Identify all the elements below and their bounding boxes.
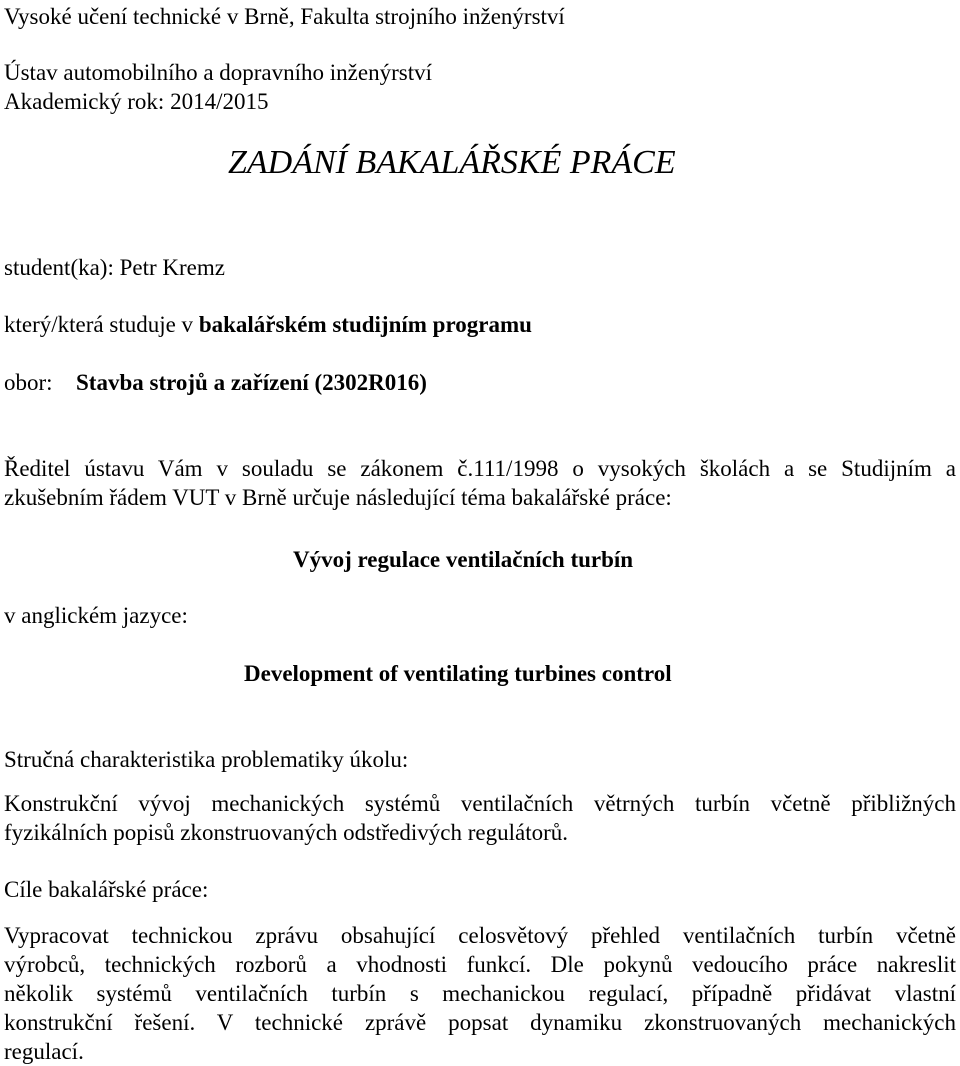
institute-line: Ústav automobilního a dopravního inženýrství (4, 60, 432, 85)
goals-heading: Cíle bakalářské práce: (4, 877, 209, 902)
student-label: student(ka): (4, 255, 120, 280)
characteristics-paragraph (4, 789, 956, 847)
academic-year-line: Akademický rok: 2014/2015 (4, 89, 269, 114)
topic-czech: Vývoj regulace ventilačních turbín (293, 547, 634, 572)
field-label: obor: (4, 370, 53, 395)
student-line (4, 253, 225, 282)
institution-line: Vysoké učení technické v Brně, Fakulta strojního inženýrství (4, 4, 565, 29)
topic-english: Development of ventilating turbines control (244, 661, 672, 686)
characteristics-heading: Stručná charakteristika problematiky úkolu: (4, 747, 409, 772)
directive-line-2: zkušebním řádem VUT v Brně určuje následující téma bakalářské práce: (4, 485, 672, 510)
goals-paragraph (4, 921, 956, 1066)
field-name: Stavba strojů a zařízení (2302R016) (76, 370, 427, 395)
directive-line-1: Ředitel ústavu Vám v souladu se zákonem č.111/1998 o vysokých školách a se Studijním a (4, 456, 956, 481)
characteristics-line-1: Konstrukční vývoj mechanických systémů ventilačních větrných turbín včetně přibližných (4, 791, 956, 816)
program-name: bakalářském studijním programu (198, 312, 532, 337)
goals-line-1: Vypracovat technickou zprávu obsahující celosvětový přehled ventilačních turbín včetně (4, 923, 956, 948)
goals-line-5: regulací. (4, 1039, 84, 1064)
program-line (4, 310, 532, 339)
english-label: v anglickém jazyce: (4, 603, 188, 628)
student-name: Petr Kremz (119, 255, 225, 280)
goals-line-2: výrobců, technických rozborů a vhodnosti funkcí. Dle pokynů vedoucího práce nakreslit (4, 952, 956, 977)
document-title: ZADÁNÍ BAKALÁŘSKÉ PRÁCE (228, 144, 676, 181)
goals-line-3: několik systémů ventilačních turbín s mechanickou regulací, případně přidávat vlastní (4, 981, 956, 1006)
characteristics-line-2: fyzikálních popisů zkonstruovaných odstředivých regulátorů. (4, 820, 568, 845)
program-prefix: který/která studuje v (4, 312, 199, 337)
goals-line-4: konstrukční řešení. V technické zprávě popsat dynamiku zkonstruovaných mechanických (4, 1010, 956, 1035)
directive-paragraph (4, 454, 956, 512)
field-line (4, 368, 427, 397)
